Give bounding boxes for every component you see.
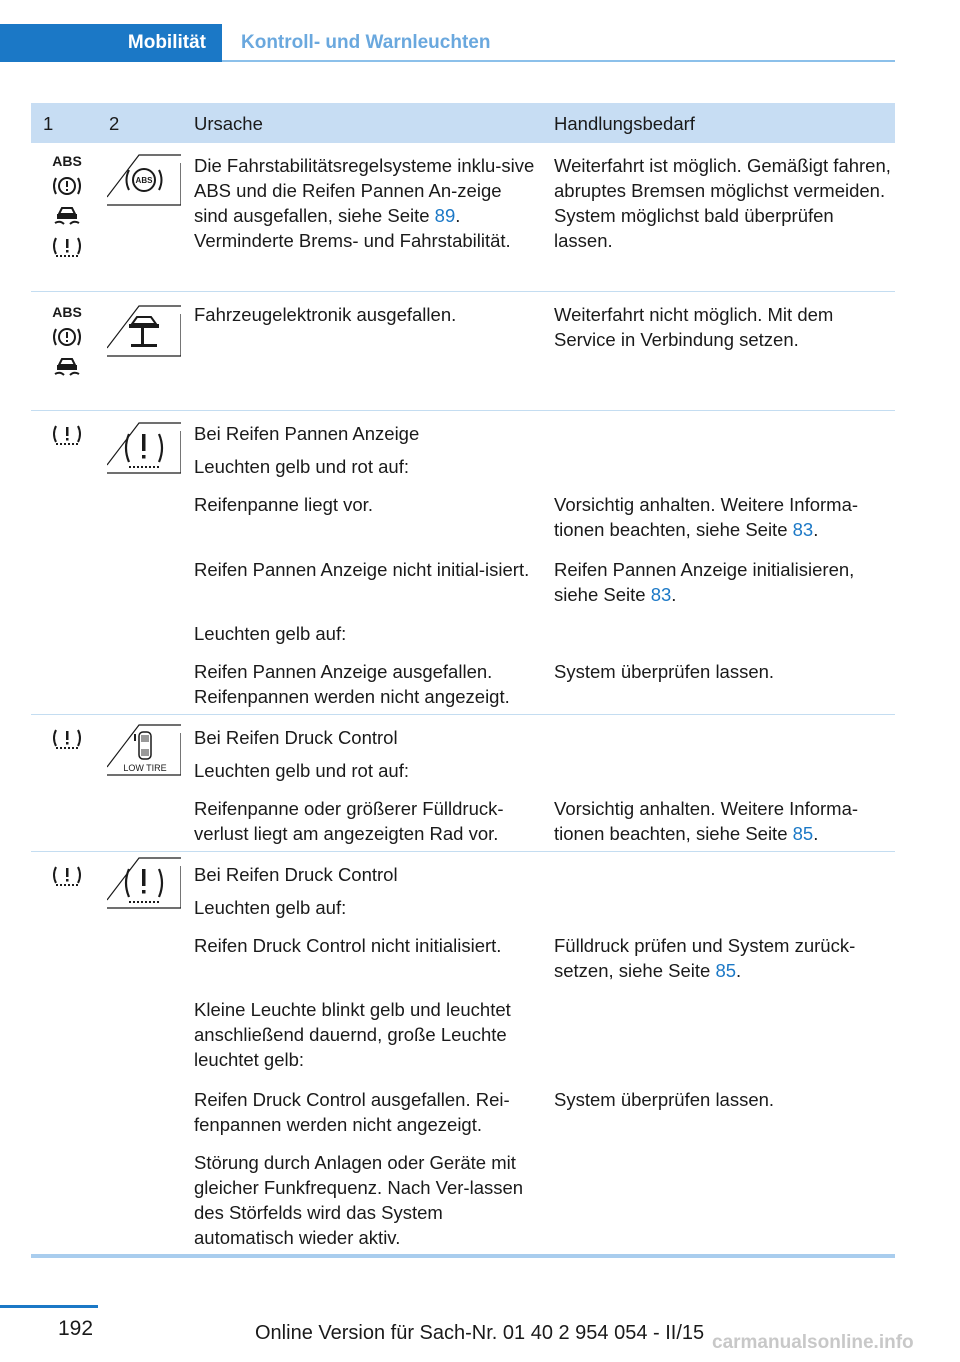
page-link[interactable]: 85: [792, 823, 814, 844]
indicator-icons-1: [39, 423, 95, 447]
page-link[interactable]: 89: [434, 205, 456, 226]
action-text: [554, 933, 894, 983]
group-heading: Bei Reifen Pannen Anzeige: [194, 423, 420, 444]
col-header-1: 1: [43, 113, 54, 134]
col-header-cause: Ursache: [194, 113, 263, 134]
abs-brake-indicator-icon: [107, 153, 181, 209]
action-text: System überprüfen lassen.: [554, 661, 775, 682]
cause-tail: . Verminderte Brems- und Fahrstabilität.: [194, 205, 511, 251]
cause-text: Reifenpanne oder größerer Fülldruck-verlust liegt am angezeigten Rad vor.: [194, 798, 504, 844]
page-link[interactable]: 83: [650, 584, 672, 605]
page-link[interactable]: 85: [715, 960, 737, 981]
indicator-icon-2: [107, 304, 181, 366]
group-subheading: Leuchten gelb und rot auf:: [194, 760, 409, 781]
table-row: [31, 143, 895, 292]
period: .: [671, 584, 677, 605]
tire-pressure-indicator-icon: [107, 421, 181, 477]
cause-text: Fahrzeugelektronik ausgefallen.: [194, 304, 457, 325]
header-rule: [222, 60, 895, 62]
action-body: Fülldruck prüfen und System zurück-setzen, siehe Seite: [554, 935, 856, 981]
table-header-row: [31, 103, 895, 143]
low-tire-label: LOW TIRE: [123, 763, 167, 773]
cause-body: Die Fahrstabilitätsregelsysteme inklu-sive ABS und die Reifen Pannen An-zeige sind ausgefallen, siehe Seite: [194, 155, 535, 226]
cause-text: Störung durch Anlagen oder Geräte mit gleicher Funkfrequenz. Nach Ver-lassen des Störfelds wird das System automatisch wieder aktiv.: [194, 1152, 524, 1248]
table-row: [31, 715, 895, 852]
online-version-note: Online Version für Sach-Nr. 01 40 2 954 054 - II/15: [255, 1322, 705, 1344]
stability-car-icon: [50, 354, 84, 380]
cause-text: Reifenpanne liegt vor.: [194, 494, 373, 515]
tire-warning-icon: [50, 864, 84, 888]
page-link[interactable]: 83: [792, 519, 814, 540]
group-heading: Bei Reifen Druck Control: [194, 864, 398, 885]
period: .: [736, 960, 742, 981]
action-body: Reifen Pannen Anzeige initialisieren, siehe Seite: [554, 559, 855, 605]
indicator-icon-2: [107, 856, 181, 918]
tire-warning-icon: [50, 727, 84, 751]
svg-text:ABS: ABS: [135, 176, 153, 185]
action-text: Weiterfahrt ist möglich. Gemäßigt fahren, abruptes Bremsen möglichst vermeiden. System möglichst bald überprüfen lassen.: [554, 155, 891, 251]
group-subheading: Kleine Leuchte blinkt gelb und leuchtet anschließend dauernd, große Leuchte leuchtet gelb:: [194, 999, 511, 1070]
group-heading: Bei Reifen Druck Control: [194, 727, 398, 748]
indicator-icon-2: [107, 723, 181, 785]
action-text: System überprüfen lassen.: [554, 1089, 775, 1110]
indicator-table: [31, 103, 895, 1258]
table-row: [31, 292, 895, 411]
action-text: Weiterfahrt nicht möglich. Mit dem Service in Verbindung setzen.: [554, 304, 834, 350]
tire-pressure-indicator-icon: [107, 856, 181, 912]
stability-car-icon: [50, 203, 84, 229]
col-header-action: Handlungsbedarf: [554, 113, 695, 134]
tire-warning-icon: [50, 423, 84, 447]
period: .: [813, 823, 819, 844]
chapter-title: Mobilität: [127, 32, 206, 53]
page-number: 192: [58, 1317, 94, 1340]
group-subheading: Leuchten gelb auf:: [194, 897, 347, 918]
watermark[interactable]: carmanualsonline.info: [712, 1332, 914, 1353]
abs-circle-icon: [50, 175, 84, 197]
col-header-2: 2: [109, 113, 120, 134]
table-row: [31, 852, 895, 1254]
low-tire-indicator-icon: [107, 723, 181, 779]
page-header: [0, 24, 895, 62]
table-row: [31, 411, 895, 715]
abs-text-icon: [50, 153, 84, 169]
indicator-icon-2: [107, 153, 181, 215]
indicator-icons-1: [39, 304, 95, 386]
action-text: [554, 492, 894, 542]
group-subheading: Leuchten gelb und rot auf:: [194, 456, 409, 477]
svg-text:ABS: ABS: [52, 304, 82, 320]
indicator-icons-1: [39, 864, 95, 888]
svg-text:ABS: ABS: [52, 153, 82, 169]
car-lift-indicator-icon: [107, 304, 181, 360]
page-number-rule: [0, 1305, 98, 1308]
tire-warning-icon: [50, 235, 84, 259]
cause-text: Reifen Pannen Anzeige ausgefallen. Reifenpannen werden nicht angezeigt.: [194, 661, 510, 707]
period: .: [813, 519, 819, 540]
section-title[interactable]: Kontroll- und Warnleuchten: [241, 32, 491, 53]
action-body: Vorsichtig anhalten. Weitere Informa-tionen beachten, siehe Seite: [554, 798, 859, 844]
action-text: [554, 557, 894, 607]
indicator-icon-2: [107, 421, 181, 483]
chapter-tab[interactable]: [0, 24, 222, 62]
table-bottom-rule: [31, 1254, 895, 1258]
group-subheading: Leuchten gelb auf:: [194, 623, 347, 644]
cause-text: [194, 153, 539, 253]
cause-text: Reifen Druck Control ausgefallen. Rei-fenpannen werden nicht angezeigt.: [194, 1089, 510, 1135]
action-text: [554, 796, 894, 846]
cause-text: Reifen Druck Control nicht initialisiert.: [194, 935, 502, 956]
indicator-icons-1: [39, 153, 95, 265]
abs-circle-icon: [50, 326, 84, 348]
cause-text: Reifen Pannen Anzeige nicht initial-isiert.: [194, 559, 530, 580]
indicator-icons-1: [39, 727, 95, 751]
action-body: Vorsichtig anhalten. Weitere Informa-tionen beachten, siehe Seite: [554, 494, 859, 540]
abs-text-icon: [50, 304, 84, 320]
